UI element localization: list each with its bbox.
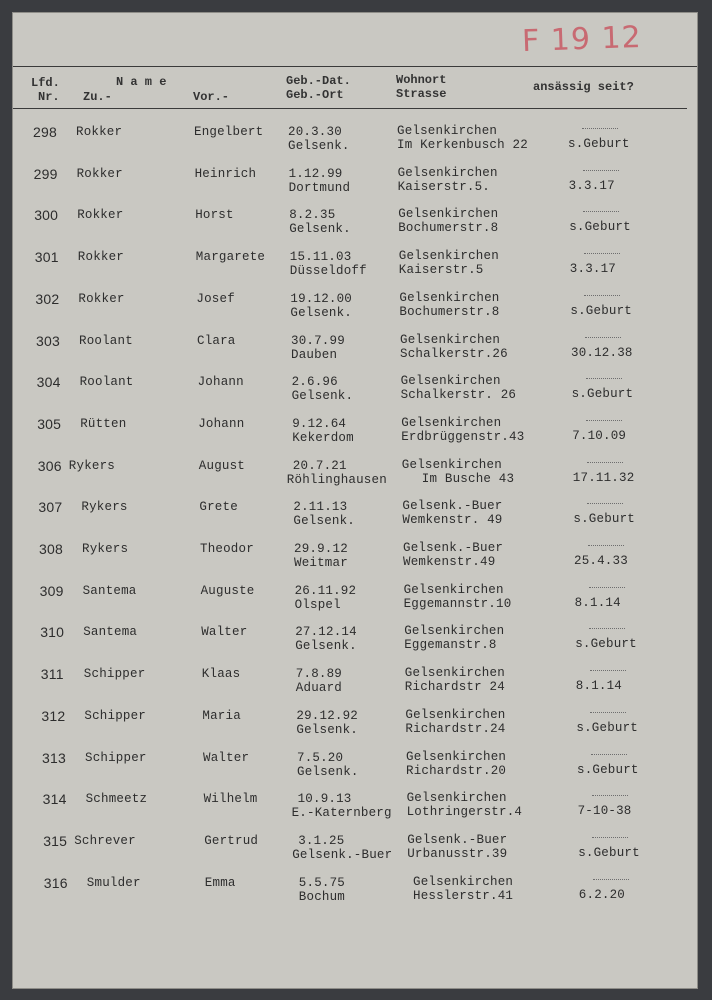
residence-town: Gelsenkirchen — [397, 165, 498, 180]
row-number: 311 — [40, 666, 64, 683]
residence-street: Lothringerstr.4 — [406, 805, 523, 820]
surname: Schipper — [84, 708, 147, 723]
birth-place: Weitmar — [294, 556, 348, 570]
table-row — [0, 624, 712, 666]
resident-since: 30.12.38 — [571, 345, 633, 360]
header-geb-dat: Geb.-Dat. — [286, 74, 351, 88]
table-row — [0, 249, 712, 291]
birth-date: 29.9.12 — [294, 542, 348, 556]
row-number: 300 — [34, 207, 59, 224]
first-name: Margarete — [195, 250, 266, 265]
table-row — [0, 541, 712, 583]
birth-place: Gelsenk.-Buer — [292, 847, 393, 862]
resident-since: 25.4.33 — [574, 554, 628, 568]
surname: Schrever — [74, 833, 136, 848]
resident-since: 17.11.32 — [572, 470, 635, 485]
surname: Santema — [83, 625, 138, 640]
surname: Rykers — [82, 542, 129, 556]
ditto-marks — [586, 420, 622, 421]
first-name: Klaas — [201, 667, 241, 682]
table-row — [0, 124, 712, 166]
resident-since: 3.3.17 — [569, 262, 617, 277]
resident-since: 8.1.14 — [575, 679, 623, 694]
first-name: Theodor — [200, 542, 254, 556]
surname: Rütten — [80, 416, 127, 431]
residence-town: Gelsenkirchen — [400, 374, 501, 389]
ditto-marks — [590, 670, 626, 671]
row-number: 303 — [36, 332, 60, 349]
table-row — [0, 583, 712, 625]
resident-since: 7-10-38 — [577, 804, 632, 819]
first-name: Gertrud — [204, 833, 259, 848]
ditto-marks — [585, 337, 621, 338]
residence-street: Erdbrüggenstr.43 — [401, 429, 525, 444]
residence-town: Gelsenkirchen — [404, 624, 505, 639]
first-name: Maria — [202, 708, 241, 723]
ditto-marks — [592, 837, 628, 838]
resident-since: s.Geburt — [569, 220, 631, 235]
residence-town: Gelsenkirchen — [406, 749, 507, 764]
resident-since: s.Geburt — [568, 137, 630, 151]
first-name: Josef — [196, 291, 235, 306]
birth-place: Gelsenk. — [289, 222, 351, 237]
row-number: 314 — [42, 791, 67, 808]
residence-town: Gelsenkirchen — [403, 582, 504, 597]
header-ansaessig-seit: ansässig seit? — [533, 80, 634, 94]
ditto-marks — [589, 628, 625, 629]
residence-street: Hesslerstr.41 — [413, 888, 514, 903]
residence-street: Bochumerstr.8 — [399, 304, 500, 319]
residence-street: Kaiserstr.5 — [398, 263, 484, 278]
table-row — [0, 750, 712, 792]
surname: Rokker — [76, 125, 123, 139]
birth-place: Olspel — [294, 597, 341, 612]
row-number: 310 — [40, 624, 65, 641]
header-name: N a m e — [116, 75, 167, 89]
row-number: 308 — [39, 541, 63, 557]
surname: Schmeetz — [85, 792, 148, 807]
header-lfd: Lfd. — [31, 76, 60, 90]
row-number: 309 — [39, 582, 64, 599]
resident-since: s.Geburt — [576, 720, 639, 735]
birth-place: Düsseldoff — [289, 264, 367, 279]
row-number: 316 — [43, 874, 68, 891]
birth-place: Bochum — [298, 889, 346, 904]
first-name: Emma — [204, 875, 236, 890]
ditto-marks — [587, 503, 623, 504]
birth-place: Gelsenk. — [296, 722, 359, 737]
birth-date: 20.3.30 — [288, 125, 342, 139]
row-number: 299 — [33, 165, 58, 182]
birth-date: 19.12.00 — [290, 291, 353, 306]
resident-since: 6.2.20 — [578, 887, 626, 902]
ditto-marks — [592, 795, 628, 796]
ditto-marks — [589, 587, 625, 588]
birth-date: 8.2.35 — [289, 208, 336, 223]
header-bottom-rule — [13, 108, 687, 109]
first-name: Johann — [197, 375, 244, 390]
row-number: 302 — [35, 290, 60, 307]
ditto-marks — [590, 712, 626, 713]
residence-town: Gelsenkirchen — [401, 415, 502, 430]
row-number: 305 — [37, 415, 62, 432]
residence-town: Gelsenkirchen — [400, 332, 501, 347]
birth-place: Röhlinghausen — [286, 472, 387, 487]
row-number: 315 — [43, 832, 68, 849]
surname: Schipper — [83, 667, 146, 682]
header-nr: Nr. — [38, 90, 60, 104]
residence-town: Gelsenk.-Buer — [402, 499, 503, 514]
first-name: Johann — [198, 416, 245, 431]
table-row — [0, 708, 712, 750]
table-row — [0, 833, 712, 875]
residence-town: Gelsenkirchen — [404, 666, 505, 681]
residence-street: Kaiserstr.5. — [397, 179, 491, 194]
residence-street: Wemkenstr.49 — [403, 555, 496, 569]
ditto-marks — [583, 211, 619, 212]
birth-date: 1.12.99 — [288, 166, 343, 181]
resident-since: s.Geburt — [573, 512, 636, 527]
residence-street: Wemkenstr. 49 — [402, 513, 503, 528]
birth-place: Dortmund — [288, 180, 351, 195]
birth-place: Gelsenk. — [290, 305, 353, 320]
first-name: Heinrich — [194, 166, 257, 181]
surname: Rokker — [78, 291, 125, 306]
resident-since: 7.10.09 — [572, 428, 627, 443]
residence-town: Gelsenkirchen — [399, 290, 500, 305]
table-row — [0, 416, 712, 458]
ditto-marks — [584, 253, 620, 254]
residence-town: Gelsenkirchen — [413, 874, 514, 889]
surname: Rykers — [68, 458, 116, 473]
row-number: 298 — [33, 124, 57, 140]
table-row — [0, 374, 712, 416]
birth-place: Gelsenk. — [295, 639, 357, 654]
first-name: Engelbert — [194, 125, 264, 139]
row-number: 301 — [34, 249, 59, 266]
surname: Roolant — [79, 375, 134, 390]
first-name: Walter — [201, 625, 248, 640]
row-number: 304 — [36, 374, 61, 391]
table-row — [0, 207, 712, 249]
birth-date: 29.12.92 — [296, 708, 359, 723]
birth-place: E.-Katernberg — [291, 806, 392, 821]
surname: Rokker — [77, 250, 125, 265]
surname: Rykers — [81, 500, 128, 515]
header-strasse: Strasse — [396, 87, 447, 101]
table-row — [0, 791, 712, 833]
surname: Rokker — [76, 166, 123, 181]
header-geb-ort: Geb.-Ort — [286, 88, 344, 102]
residence-street: Im Busche 43 — [421, 471, 515, 486]
first-name: August — [198, 458, 246, 473]
residence-town: Gelsenkirchen — [398, 207, 499, 222]
row-number: 306 — [37, 457, 62, 474]
resident-since: s.Geburt — [571, 387, 634, 402]
birth-date: 26.11.92 — [294, 583, 357, 598]
birth-place: Gelsenk. — [293, 514, 356, 529]
residence-street: Richardstr 24 — [404, 680, 505, 695]
archive-reference: F 19 12 — [521, 19, 643, 60]
table-row — [0, 875, 712, 917]
table-row — [0, 291, 712, 333]
resident-since: s.Geburt — [577, 762, 639, 777]
first-name: Walter — [203, 750, 250, 765]
birth-date: 7.8.89 — [295, 667, 343, 682]
surname: Santema — [82, 583, 137, 598]
first-name: Clara — [197, 333, 236, 348]
first-name: Auguste — [200, 583, 255, 598]
birth-date: 2.11.13 — [293, 500, 348, 515]
table-row — [0, 499, 712, 541]
surname: Smulder — [86, 875, 141, 890]
birth-place: Aduard — [295, 681, 343, 696]
birth-place: Gelsenk. — [297, 764, 359, 779]
birth-date: 3.1.25 — [298, 833, 345, 848]
table-row — [0, 458, 712, 500]
ditto-marks — [587, 462, 623, 463]
first-name: Horst — [195, 208, 234, 223]
resident-since: 3.3.17 — [568, 178, 615, 193]
resident-since: 8.1.14 — [574, 595, 621, 610]
ditto-marks — [583, 170, 619, 171]
header-wohnort: Wohnort — [396, 73, 447, 87]
surname: Roolant — [79, 333, 133, 348]
ditto-marks — [591, 754, 627, 755]
first-name: Grete — [199, 500, 238, 515]
residence-street: Schalkerstr.26 — [400, 346, 508, 361]
residence-town: Gelsenkirchen — [401, 457, 502, 472]
birth-place: Gelsenk. — [288, 139, 350, 153]
residence-street: Im Kerkenbusch 22 — [397, 138, 528, 152]
birth-date: 30.7.99 — [291, 333, 345, 348]
residence-town: Gelsenkirchen — [397, 124, 498, 138]
row-number: 307 — [38, 499, 63, 516]
header-zu: Zu.- — [83, 90, 112, 104]
table-row — [0, 166, 712, 208]
birth-date: 20.7.21 — [292, 458, 347, 473]
ditto-marks — [593, 879, 629, 880]
residence-street: Bochumerstr.8 — [398, 221, 499, 236]
table-row — [0, 666, 712, 708]
residence-town: Gelsenk.-Buer — [403, 541, 504, 555]
birth-date: 2.6.96 — [291, 375, 338, 390]
birth-place: Gelsenk. — [291, 389, 354, 404]
ditto-marks — [584, 295, 620, 296]
birth-date: 7.5.20 — [297, 750, 344, 765]
resident-since: s.Geburt — [570, 303, 633, 318]
residence-street: Richardstr.24 — [405, 721, 506, 736]
resident-since: s.Geburt — [578, 845, 640, 860]
residence-street: Eggemannstr.10 — [403, 596, 512, 611]
birth-date: 5.5.75 — [298, 875, 346, 890]
row-number: 313 — [42, 749, 66, 766]
surname: Rokker — [77, 208, 124, 223]
residence-street: Richardstr.20 — [406, 763, 507, 778]
header-top-rule — [13, 66, 697, 67]
ditto-marks — [586, 378, 622, 379]
ditto-marks — [582, 128, 618, 129]
residence-street: Schalkerstr. 26 — [400, 388, 517, 403]
resident-since: s.Geburt — [575, 637, 637, 652]
ditto-marks — [588, 545, 624, 546]
birth-place: Dauben — [291, 347, 338, 362]
surname: Schipper — [85, 750, 147, 765]
birth-date: 10.9.13 — [297, 792, 352, 807]
birth-date: 27.12.14 — [295, 625, 357, 640]
residence-town: Gelsenk.-Buer — [407, 832, 508, 847]
residence-street: Eggemanstr.8 — [404, 638, 497, 653]
row-number: 312 — [41, 707, 66, 724]
header-vor: Vor.- — [193, 90, 230, 104]
birth-date: 9.12.64 — [292, 416, 347, 431]
first-name: Wilhelm — [203, 792, 258, 807]
birth-date: 15.11.03 — [289, 250, 352, 265]
birth-place: Kekerdom — [292, 430, 354, 445]
residence-street: Urbanusstr.39 — [407, 846, 508, 861]
table-row — [0, 333, 712, 375]
residence-town: Gelsenkirchen — [406, 791, 507, 806]
residence-town: Gelsenkirchen — [398, 249, 499, 264]
residence-town: Gelsenkirchen — [405, 707, 506, 722]
